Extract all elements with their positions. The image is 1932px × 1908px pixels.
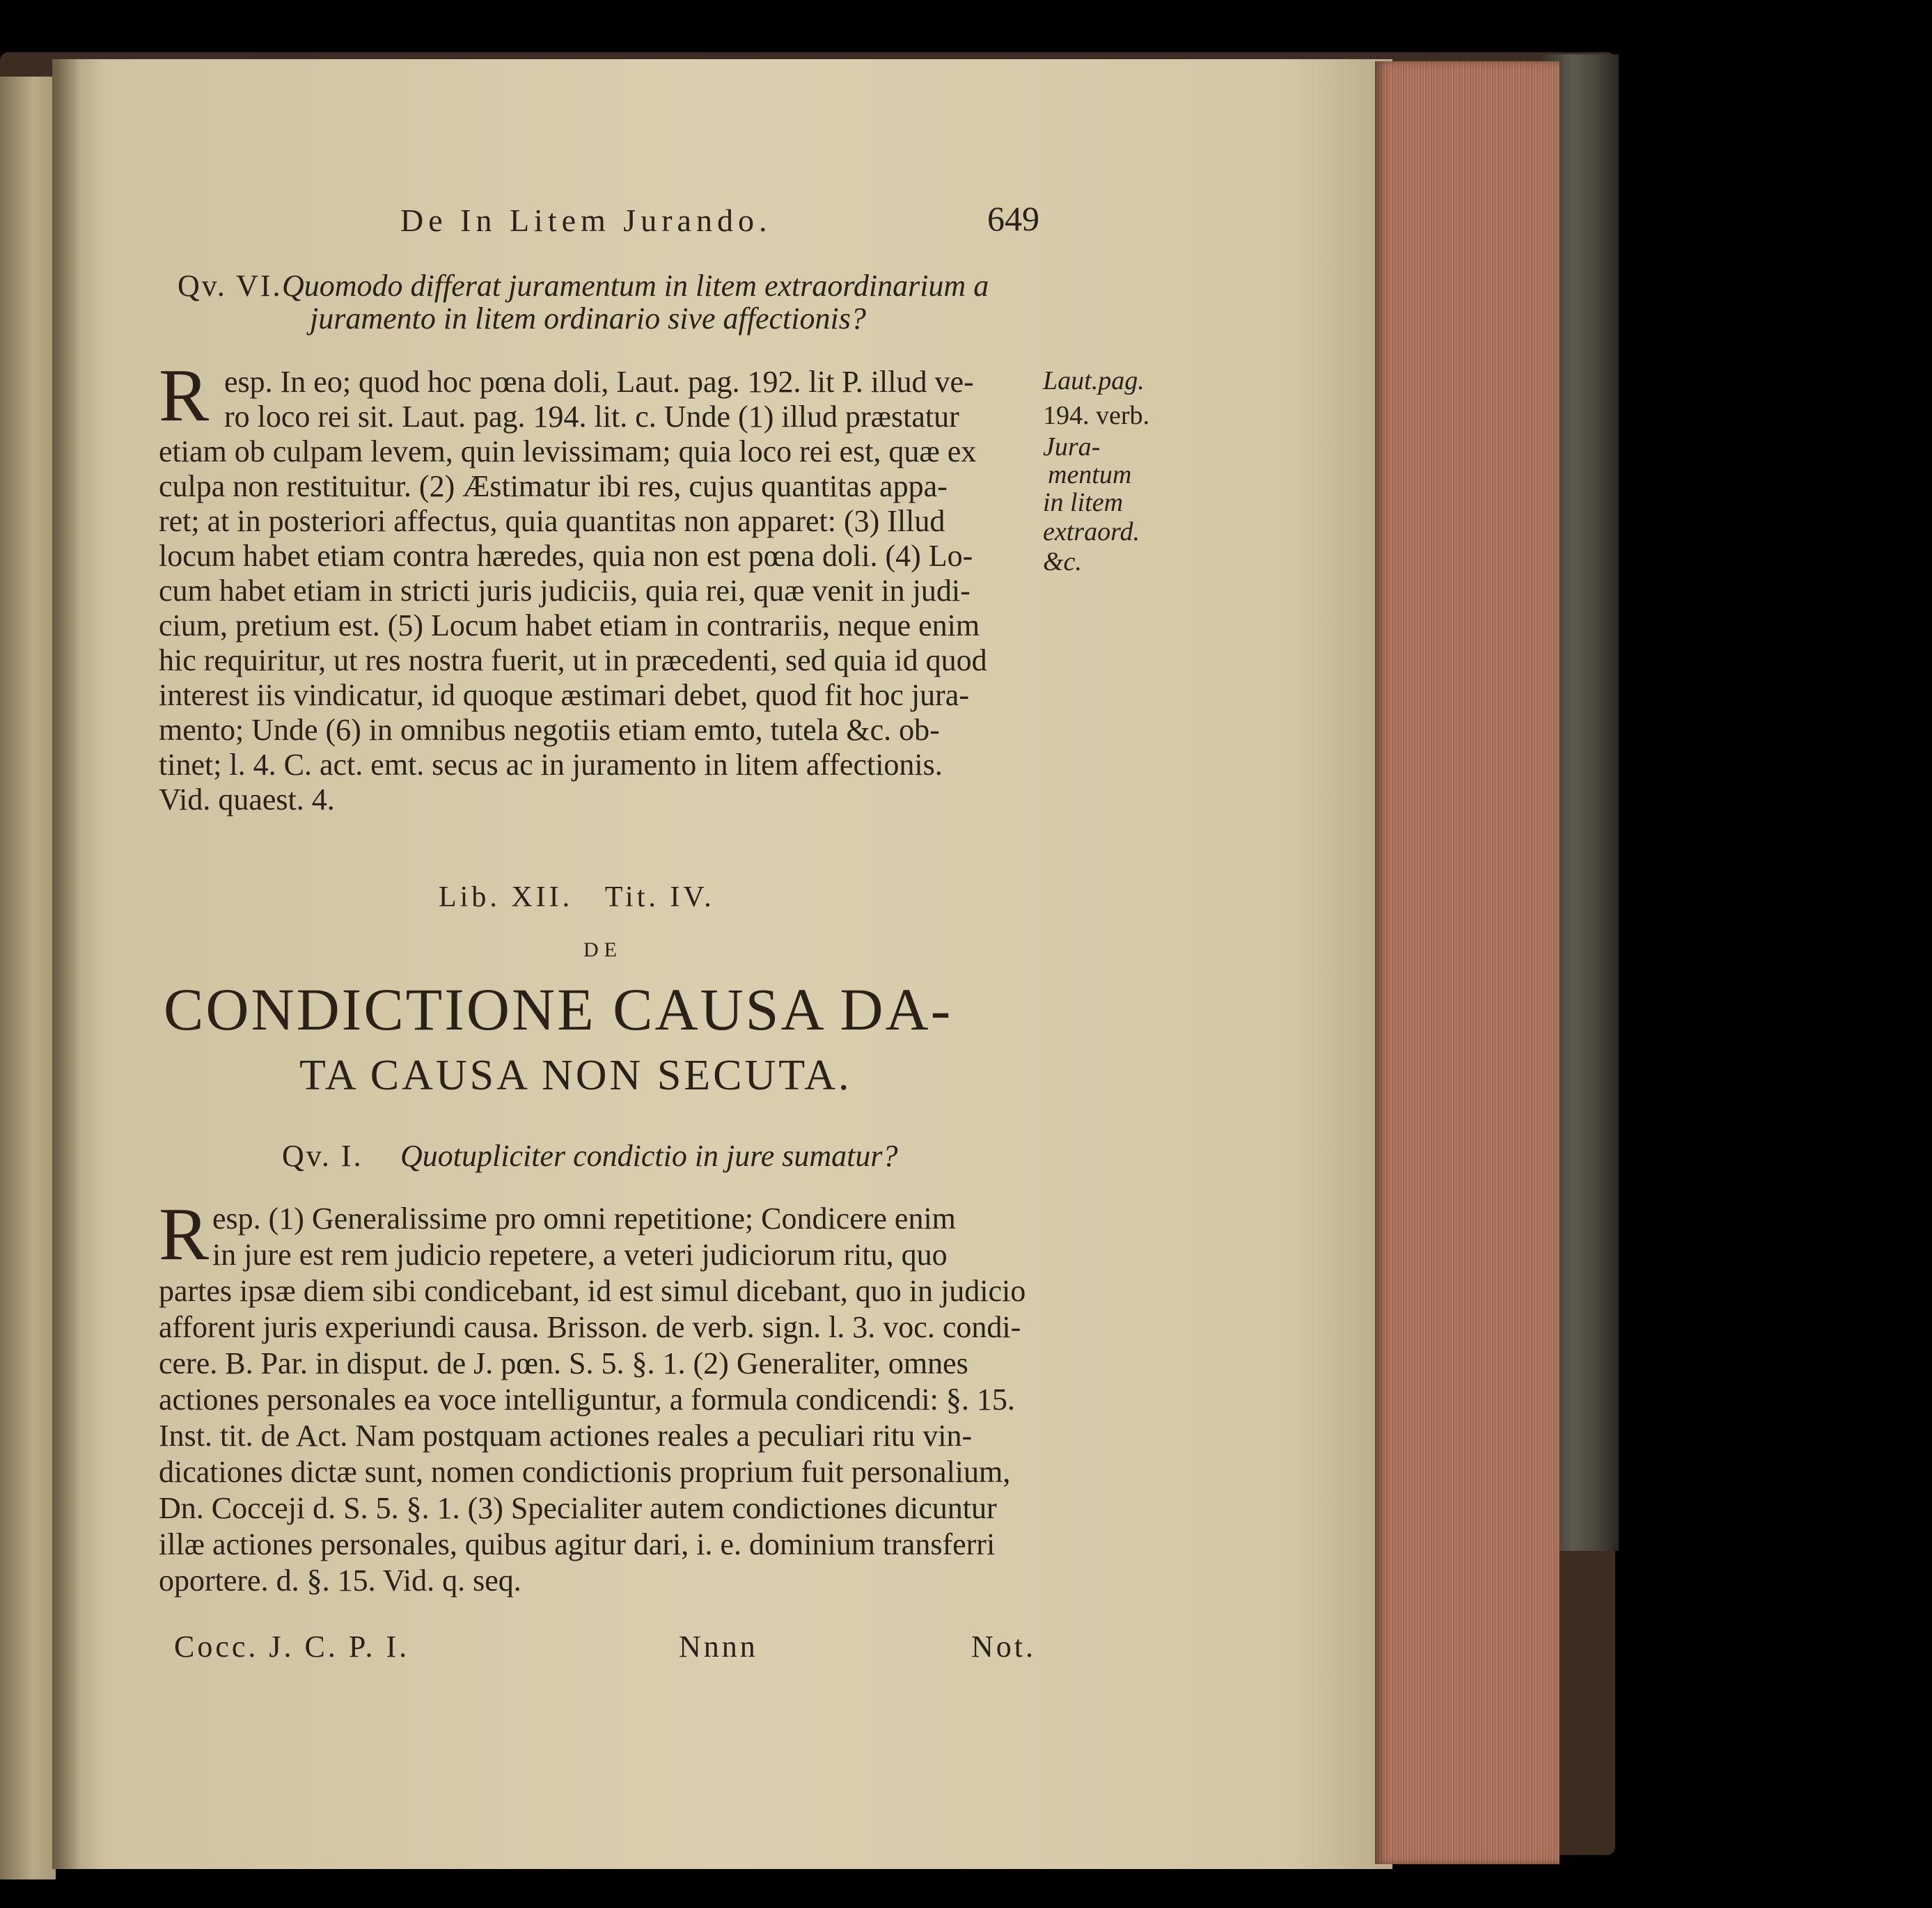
answer-i-line: cere. B. Par. in disput. de J. pœn. S. 5. §. 1. (2) Generaliter, omnes <box>159 1346 968 1380</box>
margin-note: extraord. <box>1043 517 1140 546</box>
answer-vi-line: tinet; l. 4. C. act. emt. secus ac in juramento in litem affectionis. <box>159 748 943 782</box>
question-vi-line-1: Quomodo differat juramentum in litem extraordinarium a <box>282 269 989 303</box>
section-title-line-2: TA CAUSA NON SECUTA. <box>299 1052 852 1099</box>
catchword: Not. <box>971 1630 1036 1664</box>
signature-mark: Nnnn <box>679 1630 758 1664</box>
answer-i-line: actiones personales ea voce intelliguntur, a formula condicendi: §. 15. <box>159 1382 1015 1417</box>
answer-i-line: in jure est rem judicio repetere, a veteri judiciorum ritu, quo <box>212 1238 948 1272</box>
de-heading: DE <box>583 938 622 961</box>
page-gutter-shadow <box>52 59 80 1869</box>
answer-i-line: Dn. Cocceji d. S. 5. §. 1. (3) Specialiter autem condictiones dicuntur <box>159 1491 997 1525</box>
margin-note: Jura- <box>1043 432 1101 462</box>
answer-vi-line: cium, pretium est. (5) Locum habet etiam in contrariis, neque enim <box>159 608 980 642</box>
drop-cap: R <box>159 1193 210 1276</box>
answer-i-line: oportere. d. §. 15. Vid. q. seq. <box>159 1563 521 1598</box>
margin-note: in litem <box>1043 488 1124 517</box>
answer-vi-line: interest iis vindicatur, id quoque æstimari debet, quod fit hoc jura- <box>159 678 969 712</box>
page-block-edges <box>1375 61 1560 1864</box>
question-vi-label: Qv. VI. <box>178 269 283 303</box>
page-number: 649 <box>987 199 1039 238</box>
answer-vi-line: locum habet etiam contra hæredes, quia non est pœna doli. (4) Lo- <box>159 539 973 573</box>
answer-vi-line: Vid. quaest. 4. <box>159 782 335 817</box>
answer-i-line: esp. (1) Generalissime pro omni repetitione; Condicere enim <box>212 1201 956 1236</box>
question-vi-line-2: juramento in litem ordinario sive affectionis? <box>310 301 866 336</box>
answer-vi-line: cum habet etiam in stricti juris judiciis, quia rei, quæ venit in judi- <box>159 574 971 608</box>
answer-vi-line: culpa non restituitur. (2) Æstimatur ibi res, cujus quantitas appa- <box>159 469 948 503</box>
answer-i-line: partes ipsæ diem sibi condicebant, id est simul dicebant, quo in judicio <box>159 1274 1026 1308</box>
answer-vi-line: hic requiritur, ut res nostra fuerit, ut in præcedenti, sed quia id quod <box>159 643 987 677</box>
answer-vi-line: esp. In eo; quod hoc pœna doli, Laut. pag. 192. lit P. illud ve- <box>224 365 974 399</box>
drop-cap: R <box>159 354 210 437</box>
signature-left: Cocc. J. C. P. I. <box>174 1630 410 1664</box>
answer-vi-line: ro loco rei sit. Laut. pag. 194. lit. c. Unde (1) illud præstatur <box>224 400 959 434</box>
margin-note: Laut.pag. <box>1043 366 1145 395</box>
answer-i-line: illæ actiones personales, quibus agitur dari, i. e. dominium transferri <box>159 1527 996 1561</box>
book-title-heading: Lib. XII. Tit. IV. <box>439 881 715 913</box>
answer-i-line: dicationes dictæ sunt, nomen condictionis proprium fuit personalium, <box>159 1455 1011 1489</box>
answer-vi-line: mento; Unde (6) in omnibus negotiis etiam emto, tutela &c. ob- <box>159 713 940 747</box>
section-title-line-1: CONDICTIONE CAUSA DA- <box>164 976 953 1043</box>
question-i-label: Qv. I. <box>282 1139 363 1173</box>
margin-note: mentum <box>1048 460 1132 489</box>
margin-note: 194. verb. <box>1043 401 1150 430</box>
question-i-text: Quotupliciter condictio in jure sumatur? <box>400 1139 898 1173</box>
left-page-edge <box>0 77 56 1879</box>
margin-note: &c. <box>1043 547 1082 576</box>
answer-vi-line: ret; at in posteriori affectus, quia quantitas non apparet: (3) Illud <box>159 504 945 538</box>
answer-i-line: Inst. tit. de Act. Nam postquam actiones reales a peculiari ritu vin- <box>159 1419 973 1453</box>
answer-i-line: afforent juris experiundi causa. Brisson. de verb. sign. l. 3. voc. condi- <box>159 1310 1021 1344</box>
answer-vi-line: etiam ob culpam levem, quin levissimam; quia loco rei est, quæ ex <box>159 434 977 468</box>
running-title: De In Litem Jurando. <box>400 203 772 238</box>
